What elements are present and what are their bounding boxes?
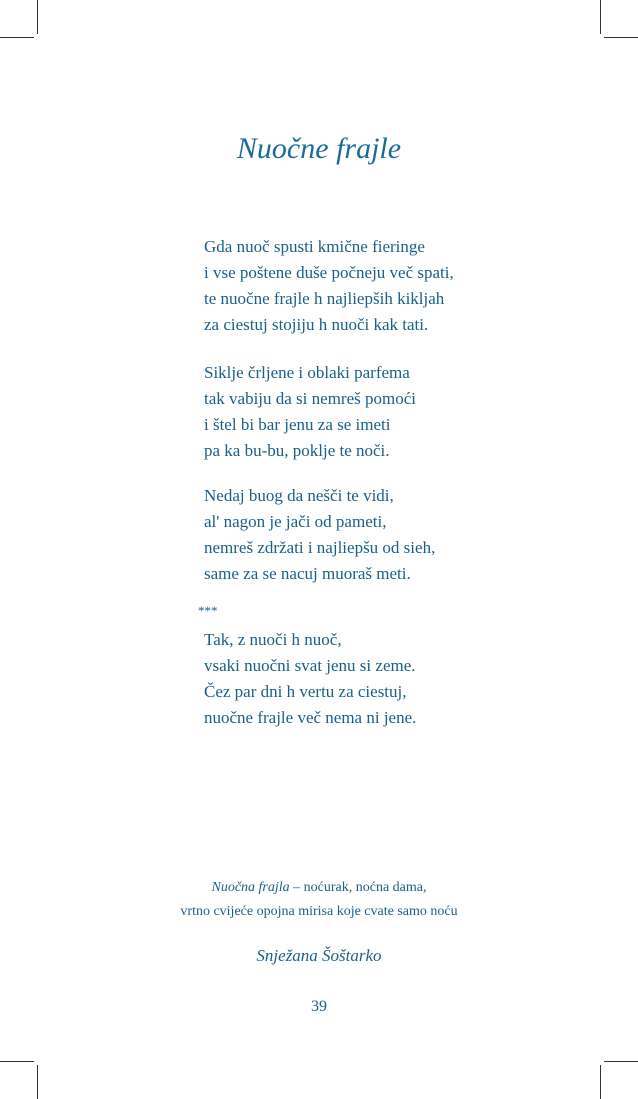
crop-mark-bottom-left-h <box>0 1061 34 1062</box>
poem-line: nemreš zdržati i najliepšu od sieh, <box>204 538 436 557</box>
page-number: 39 <box>311 998 327 1015</box>
poem-title: Nuočne frajle <box>236 132 402 165</box>
poem-line: Siklje črljene i oblaki parfema <box>204 363 410 382</box>
stanza-1 <box>204 234 454 338</box>
poem-line: za ciestuj stojiju h nuoči kak tati. <box>204 315 429 334</box>
stanza-3 <box>204 483 435 587</box>
stanza-4 <box>204 627 416 731</box>
section-divider: *** <box>198 603 218 618</box>
poem-line: nuočne frajle več nema ni jene. <box>204 708 417 727</box>
crop-mark-top-left-h <box>0 37 34 38</box>
footnote-definition: – noćurak, noćna dama, <box>289 880 427 895</box>
poem-line: i štel bi bar jenu za se imeti <box>204 415 391 434</box>
crop-mark-bottom-right-h <box>604 1061 638 1062</box>
crop-mark-top-left-v <box>37 0 38 34</box>
poem-line: Čez par dni h vertu za ciestuj, <box>204 682 407 701</box>
poem-line: Nedaj buog da nešči te vidi, <box>204 486 394 505</box>
stanza-2 <box>204 360 416 464</box>
footnote <box>0 876 638 924</box>
poem-line: Tak, z nuoči h nuoč, <box>204 630 342 649</box>
author-name: Snježana Šoštarko <box>256 946 382 965</box>
poem-line: pa ka bu-bu, poklje te noči. <box>204 441 390 460</box>
poem-line: tak vabiju da si nemreš pomoći <box>204 389 416 408</box>
crop-mark-top-right-h <box>604 37 638 38</box>
footnote-line-1 <box>0 876 638 900</box>
footnote-line-2: vrtno cvijeće opojna mirisa koje cvate samo noću <box>180 904 458 919</box>
poem-line: same za se nacuj muoraš meti. <box>204 564 411 583</box>
poem-line: Gda nuoč spusti kmične fieringe <box>204 237 425 256</box>
poem-line: i vse poštene duše počneju več spati, <box>204 263 454 282</box>
poem-line: vsaki nuočni svat jenu si zeme. <box>204 656 416 675</box>
crop-mark-top-right-v <box>600 0 601 34</box>
poem-line: al' nagon je jači od pameti, <box>204 512 387 531</box>
crop-mark-bottom-left-v <box>37 1065 38 1099</box>
crop-mark-bottom-right-v <box>600 1065 601 1099</box>
footnote-term: Nuočna frajla <box>211 880 290 895</box>
poem-line: te nuočne frajle h najliepših kikljah <box>204 289 445 308</box>
